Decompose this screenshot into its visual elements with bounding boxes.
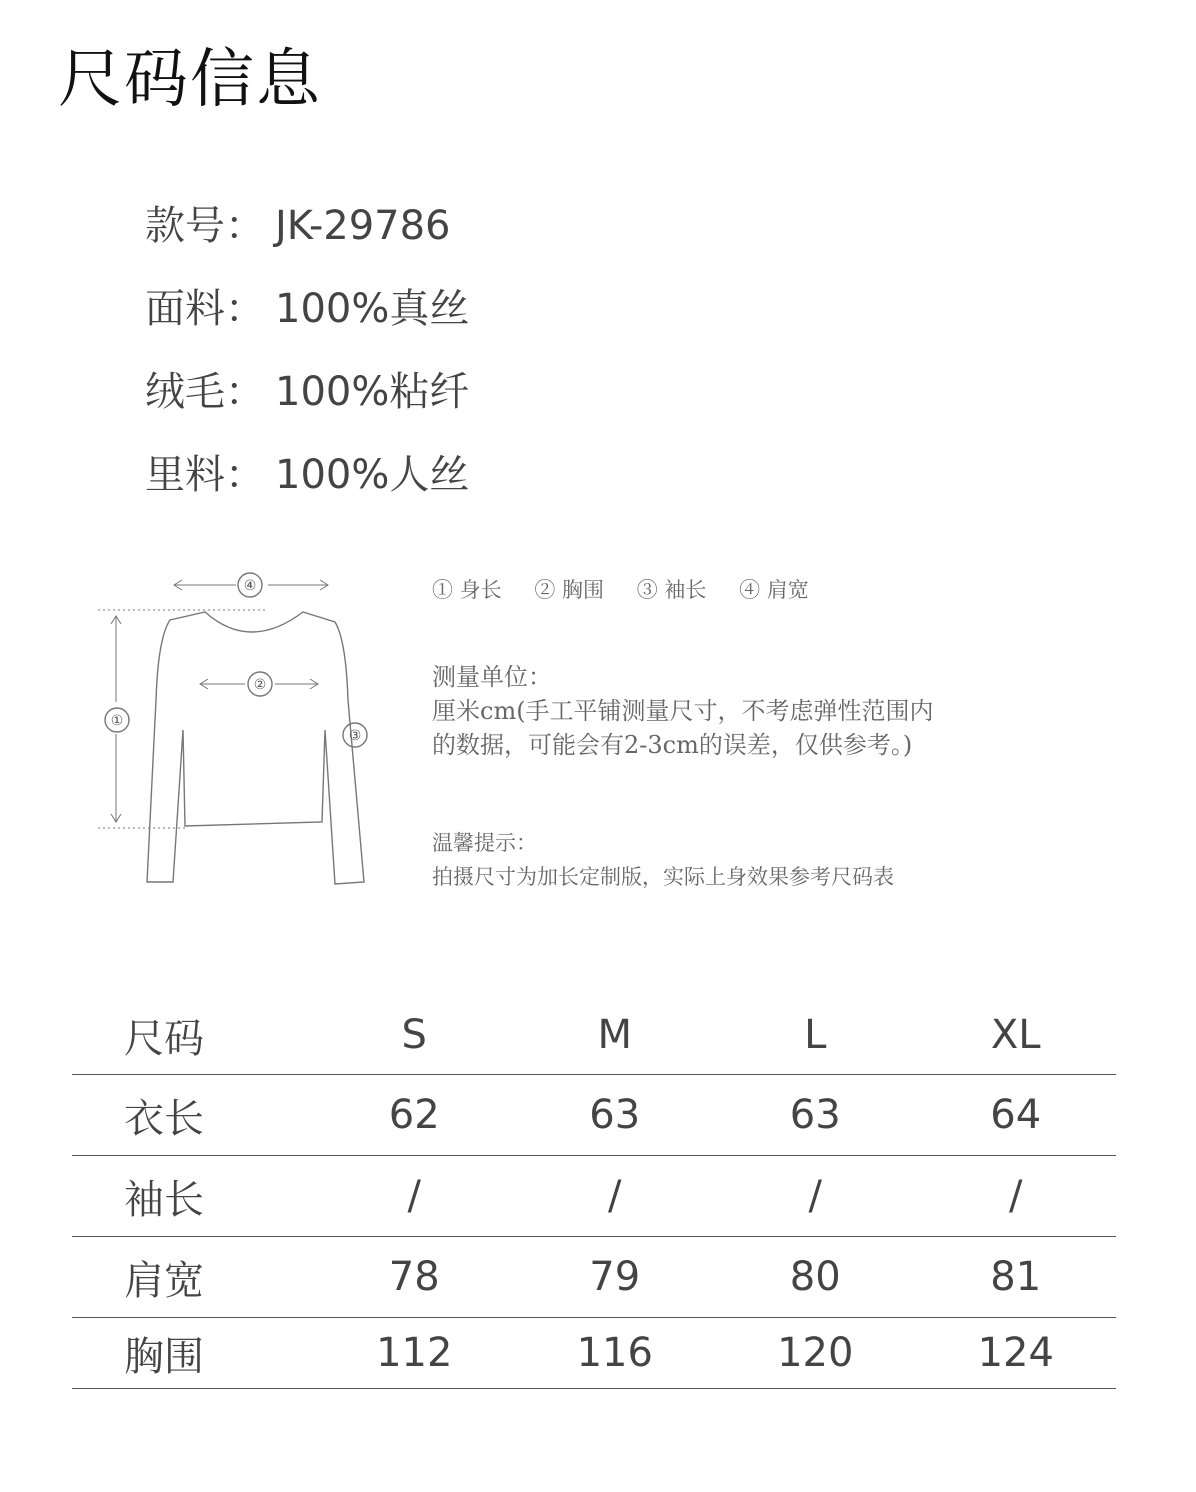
legend-item: ② 胸围 (534, 578, 605, 602)
table-cell: 79 (515, 1237, 716, 1318)
legend-item: ④ 肩宽 (739, 578, 809, 602)
sweater-outline-icon (147, 612, 364, 884)
header-cell: XL (990, 1012, 1041, 1058)
marker-2: ② (253, 677, 267, 693)
table-cell: 80 (715, 1237, 916, 1318)
table-cell: 112 (314, 1318, 515, 1389)
row-label: 胸围 (72, 1318, 314, 1389)
header-cell: L (804, 1012, 827, 1058)
measure-note-line: 的数据，可能会有2-3cm的误差，仅供参考。) (432, 731, 913, 759)
marker-4: ④ (243, 578, 257, 594)
info-label: 绒毛： (145, 369, 265, 415)
row-label: 袖长 (72, 1156, 314, 1237)
legend-item: ③ 袖长 (636, 578, 707, 602)
size-table (72, 996, 1116, 1389)
page-title: 尺码信息 (58, 43, 322, 117)
info-value: 100%粘纤 (275, 369, 470, 415)
table-cell: 63 (515, 1075, 716, 1156)
legend-item: ① 身长 (432, 578, 502, 602)
table-header-row (72, 996, 1116, 1075)
measure-note (432, 660, 934, 762)
table-cell: 62 (314, 1075, 515, 1156)
table-cell: / (715, 1156, 916, 1237)
table-cell: / (314, 1156, 515, 1237)
info-row-lining (145, 445, 469, 528)
table-row (72, 1075, 1116, 1156)
marker-3: ③ (348, 728, 362, 744)
info-value: 100%人丝 (275, 452, 470, 498)
info-value: JK-29786 (275, 203, 451, 249)
info-value: 100%真丝 (275, 286, 470, 332)
info-row-style-number (145, 196, 469, 279)
table-cell: 120 (715, 1318, 916, 1389)
measurement-legend (432, 574, 835, 604)
table-row (72, 1318, 1116, 1389)
table-cell: / (515, 1156, 716, 1237)
info-row-pile (145, 362, 469, 445)
tip-note-line: 拍摄尺寸为加长定制版，实际上身效果参考尺码表 (432, 865, 894, 889)
measure-note-line: 厘米cm(手工平铺测量尺寸，不考虑弹性范围内 (432, 697, 934, 725)
row-label: 肩宽 (72, 1237, 314, 1318)
table-row (72, 1237, 1116, 1318)
info-label: 面料： (145, 286, 265, 332)
marker-1: ① (110, 713, 124, 729)
info-label: 款号： (145, 203, 265, 249)
table-cell: 78 (314, 1237, 515, 1318)
table-cell: 81 (916, 1237, 1117, 1318)
tip-note (432, 826, 894, 894)
measure-note-heading: 测量单位： (432, 663, 552, 691)
table-cell: 64 (916, 1075, 1117, 1156)
product-info (145, 196, 469, 528)
tip-note-heading: 温馨提示： (432, 831, 537, 855)
header-cell: M (597, 1012, 632, 1058)
info-row-fabric (145, 279, 469, 362)
info-label: 里料： (145, 452, 265, 498)
table-cell: 124 (916, 1318, 1117, 1389)
header-cell: S (401, 1012, 427, 1058)
table-cell: / (916, 1156, 1117, 1237)
row-label: 衣长 (72, 1075, 314, 1156)
table-cell: 63 (715, 1075, 916, 1156)
table-cell: 116 (515, 1318, 716, 1389)
garment-measurement-diagram (90, 560, 390, 900)
table-row (72, 1156, 1116, 1237)
header-cell: 尺码 (124, 1015, 204, 1062)
